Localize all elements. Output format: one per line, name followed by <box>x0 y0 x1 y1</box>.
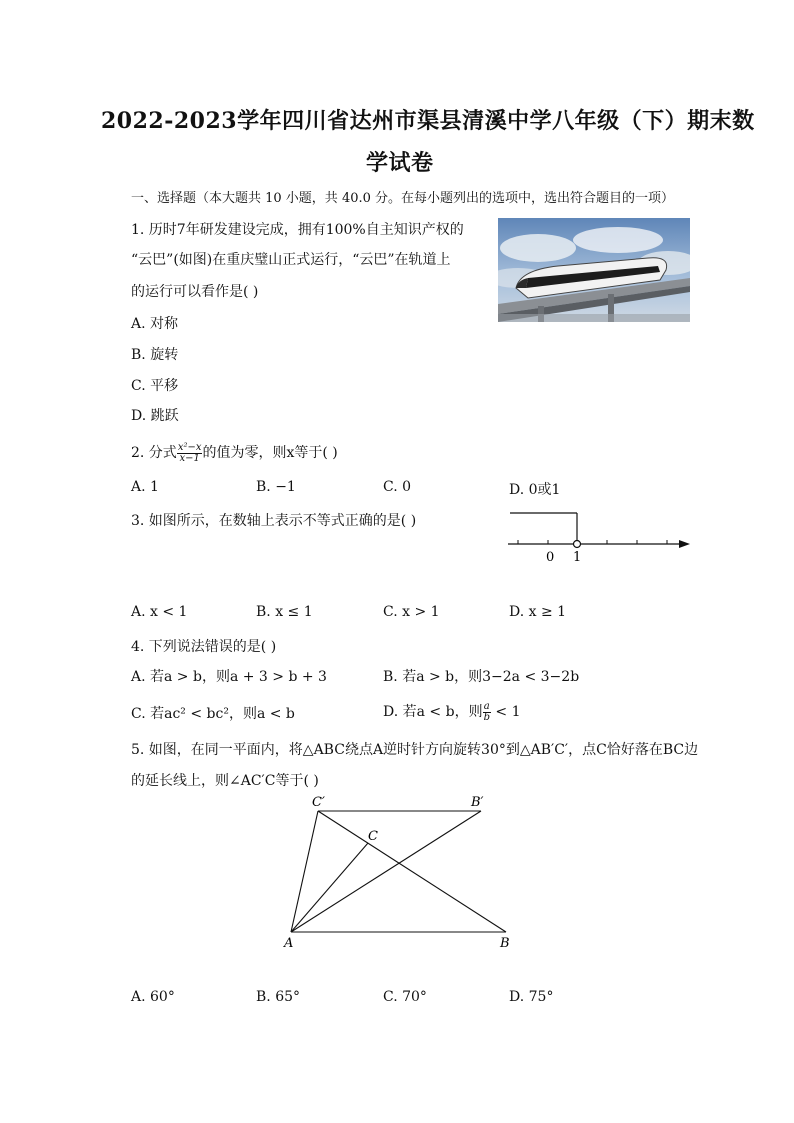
q1-line3: 的运行可以看作是( ) <box>131 284 259 300</box>
q2-suffix: 的值为零，则x等于( ) <box>202 445 338 461</box>
q5-option-a: A. 60° <box>131 989 175 1005</box>
page-title-line1: 2022-2023学年四川省达州市渠县清溪中学八年级（下）期末数 <box>101 108 755 134</box>
open-point-icon <box>574 541 581 548</box>
q4-frac-den: b <box>483 711 490 723</box>
segment-c1-a <box>291 811 318 932</box>
q4-option-d-pre: D. 若a < b，则 <box>383 704 483 720</box>
axis-arrow-icon <box>679 540 690 548</box>
segment-a-b1 <box>291 811 481 932</box>
q2-prefix: 2. 分式 <box>131 445 177 461</box>
q4-option-d-post: < 1 <box>490 704 521 720</box>
label-c: C <box>368 829 378 844</box>
segment-a-c <box>291 843 368 932</box>
segment-c1-b <box>318 811 506 932</box>
q1-line2: “云巴”(如图)在重庆璧山正式运行，“云巴”在轨道上 <box>131 252 451 268</box>
label-b: B <box>500 936 510 951</box>
section-heading: 一、选择题（本大题共 10 小题，共 40.0 分。在每小题列出的选项中，选出符合题目的一项） <box>131 191 675 206</box>
page-title-line2: 学试卷 <box>366 150 434 176</box>
q2-stem <box>131 442 338 464</box>
q3-option-d: D. x ≥ 1 <box>509 604 567 620</box>
q1-line1: 1. 历时7年研发建设完成，拥有100%自主知识产权的 <box>131 222 464 238</box>
label-b-prime: B′ <box>471 795 484 810</box>
rotation-triangle-figure <box>278 790 528 955</box>
q2-frac-num: x²−x <box>177 441 202 453</box>
axis-label-1: 1 <box>573 550 582 565</box>
q2-option-d: D. 0或1 <box>509 482 561 498</box>
number-line-figure <box>500 505 695 567</box>
q3-option-a: A. x < 1 <box>131 604 188 620</box>
q1-option-c: C. 平移 <box>131 378 179 394</box>
q1-option-b: B. 旋转 <box>131 347 179 363</box>
q4-option-d-fraction <box>483 702 491 723</box>
q3-option-b: B. x ≤ 1 <box>256 604 313 620</box>
label-c-prime: C′ <box>312 795 325 810</box>
q4-option-b: B. 若a > b，则3−2a < 3−2b <box>383 669 580 685</box>
q3-stem: 3. 如图所示，在数轴上表示不等式正确的是( ) <box>131 513 417 529</box>
q4-option-d <box>383 701 521 723</box>
q5-option-c: C. 70° <box>383 989 427 1005</box>
label-a: A <box>284 936 294 951</box>
monorail-photo <box>498 218 690 322</box>
q4-stem: 4. 下列说法错误的是( ) <box>131 639 277 655</box>
q5-line2: 的延长线上，则∠AC′C等于( ) <box>131 773 319 789</box>
q3-option-c: C. x > 1 <box>383 604 440 620</box>
q2-fraction <box>177 443 203 464</box>
q4-option-c: C. 若ac² < bc²，则a < b <box>131 706 295 722</box>
q2-option-c: C. 0 <box>383 479 412 495</box>
q4-option-a: A. 若a > b，则a + 3 > b + 3 <box>131 669 327 685</box>
q5-line1: 5. 如图，在同一平面内，将△ABC绕点A逆时针方向旋转30°到△AB′C′，点C恰好落在BC边 <box>131 742 699 758</box>
q4-frac-num: a <box>483 700 490 712</box>
q5-option-d: D. 75° <box>509 989 554 1005</box>
q1-option-a: A. 对称 <box>131 316 179 332</box>
axis-label-0: 0 <box>546 550 555 565</box>
q2-frac-den: x−1 <box>179 452 200 464</box>
q2-option-a: A. 1 <box>131 479 159 495</box>
q1-option-d: D. 跳跃 <box>131 408 179 424</box>
q2-option-b: B. −1 <box>256 479 296 495</box>
q5-option-b: B. 65° <box>256 989 301 1005</box>
